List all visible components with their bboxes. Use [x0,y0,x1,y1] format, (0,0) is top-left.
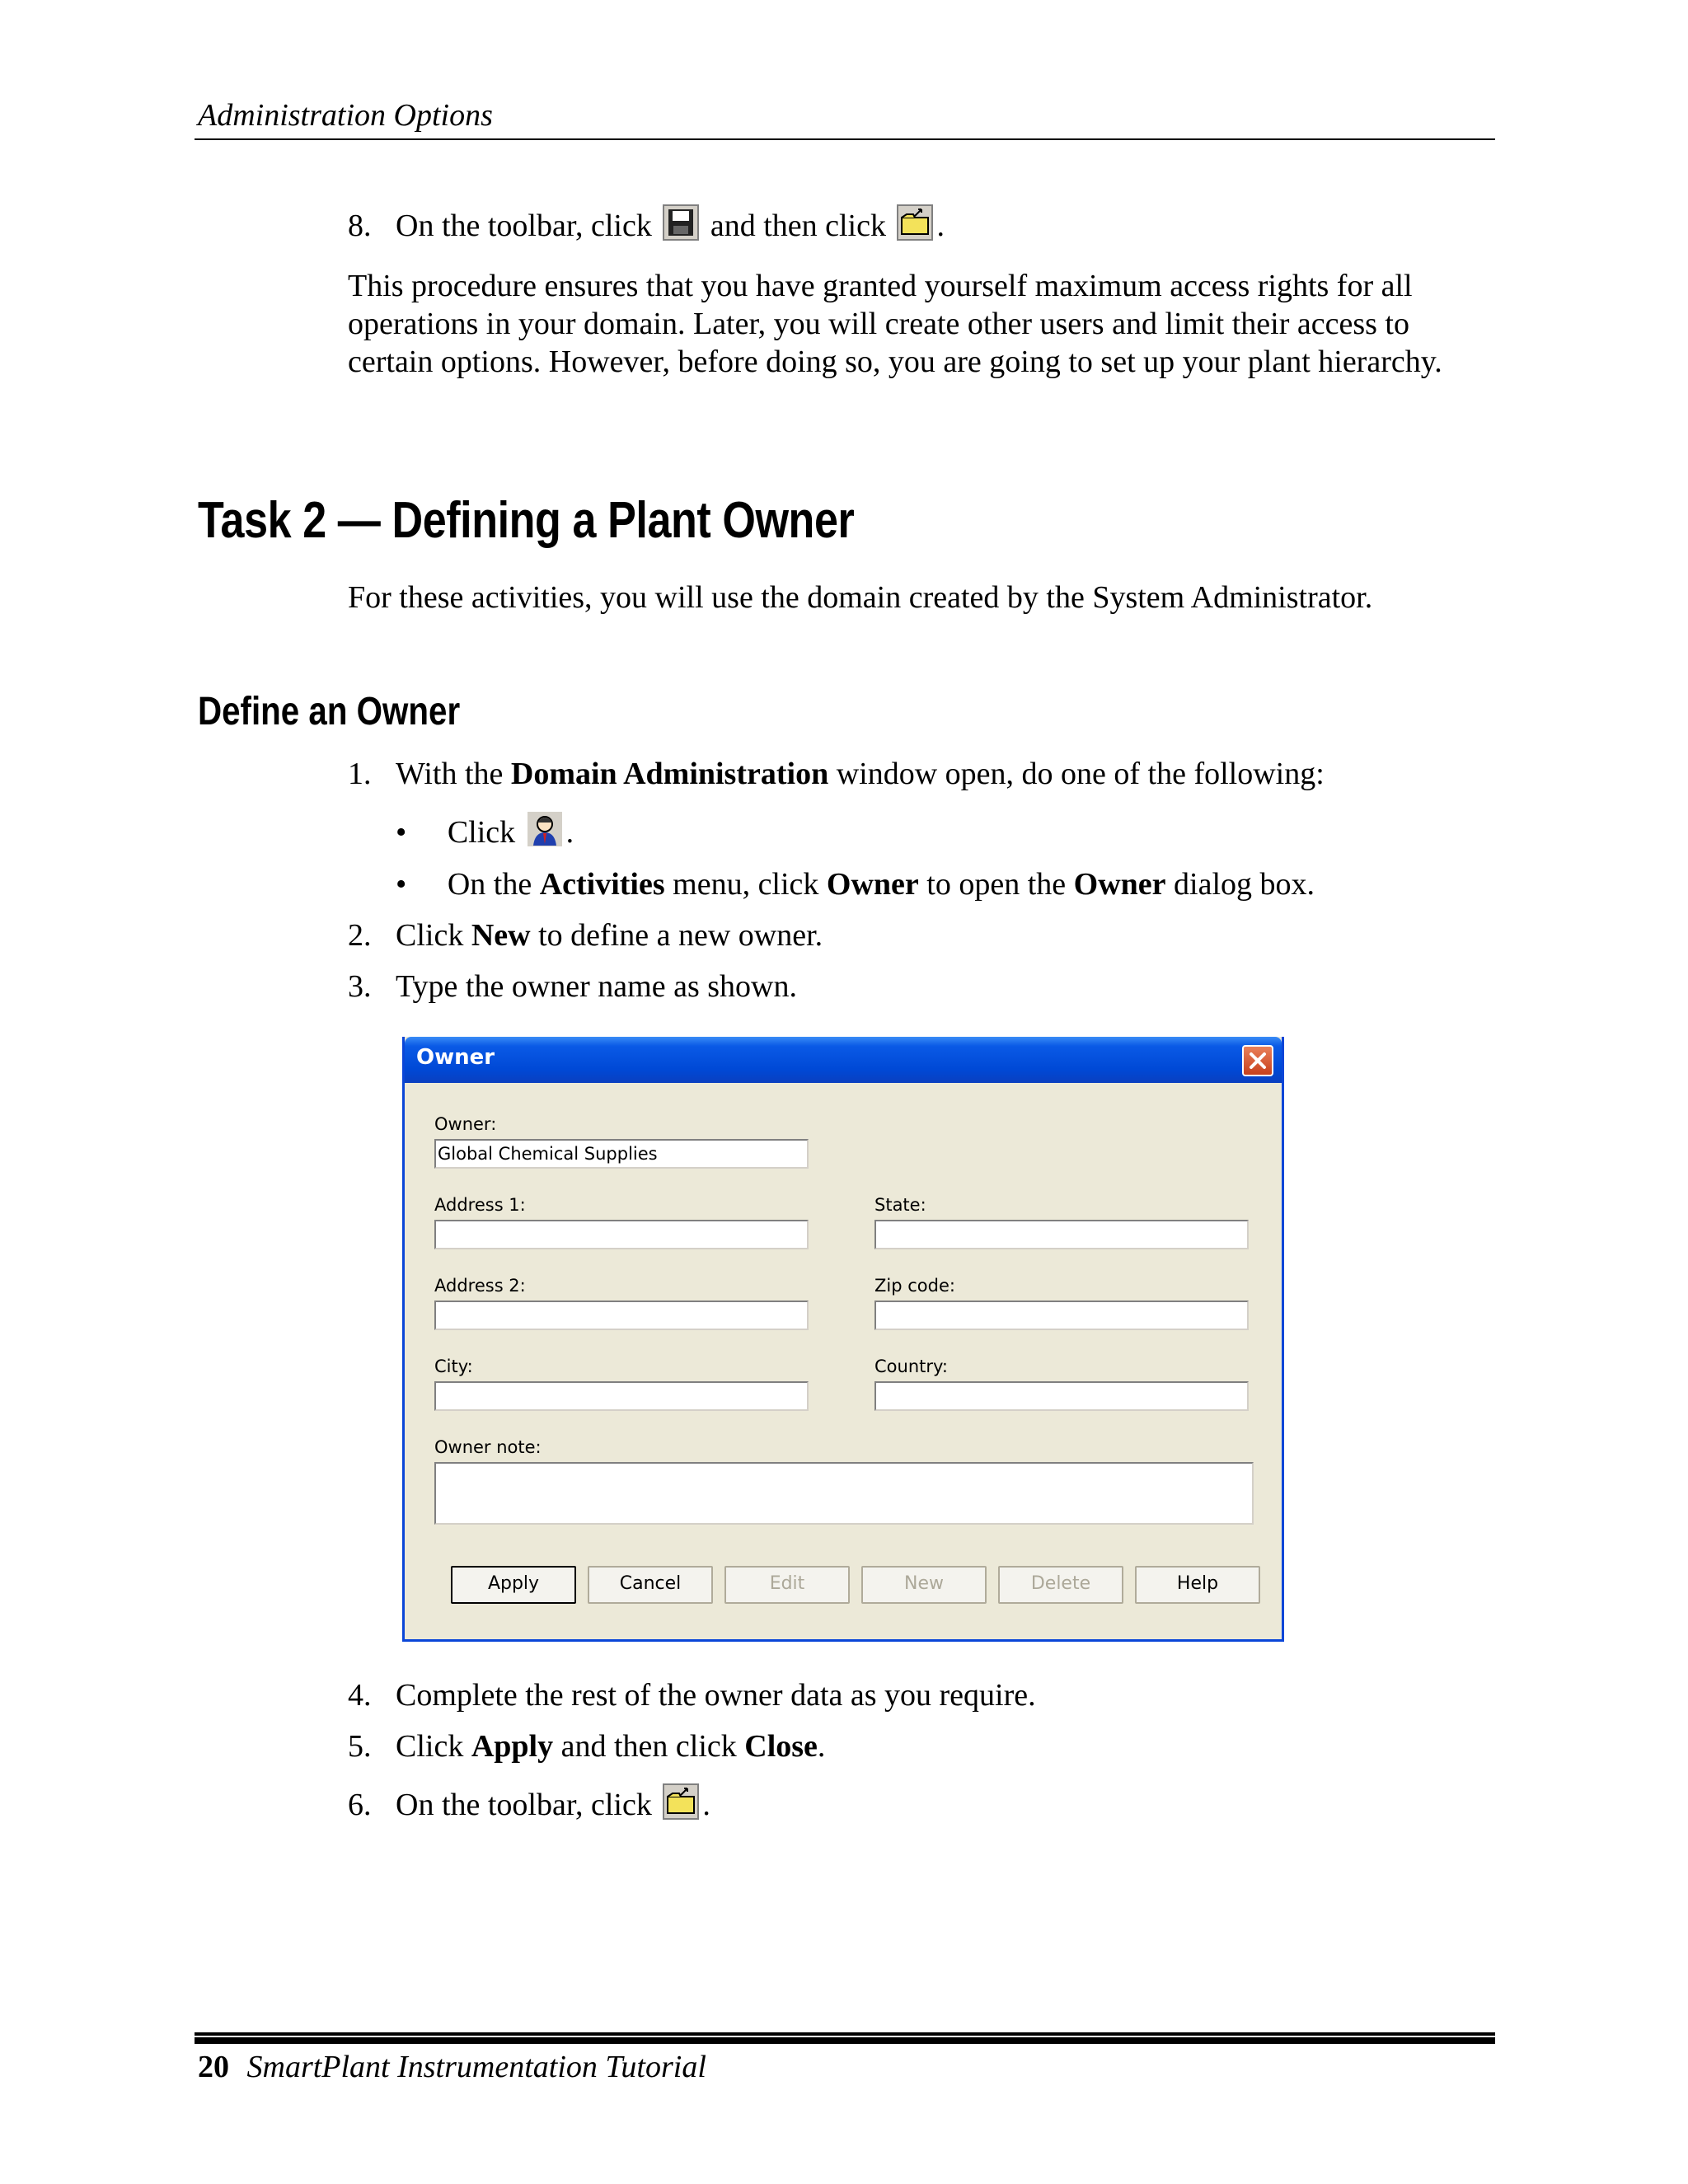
owner-person-icon [527,811,563,847]
close-icon [1249,1052,1267,1070]
delete-button[interactable]: Delete [998,1566,1123,1604]
step-text: On the toolbar, click [396,209,652,243]
dialog-titlebar[interactable] [405,1037,1282,1083]
step-text: Click [447,815,516,850]
header-rule [195,138,1495,140]
running-header: Administration Options [198,98,493,133]
open-folder-icon [663,1783,699,1820]
zip-label: Zip code: [874,1276,955,1296]
step-text: Click [396,918,464,953]
save-icon [663,204,699,241]
step-bold: Apply [471,1729,554,1764]
address2-label: Address 2: [434,1276,526,1296]
address1-input[interactable] [434,1220,809,1249]
step-number: 6. [348,1788,372,1822]
help-button[interactable]: Help [1135,1566,1260,1604]
step-text: With the [396,757,504,791]
step-text: Type the owner name as shown. [396,969,797,1004]
city-label: City: [434,1357,473,1376]
address1-label: Address 1: [434,1195,526,1215]
step-number: 3. [348,969,372,1004]
step-8 [348,204,945,245]
footer-rule [195,2032,1495,2036]
step-text: On the toolbar, click [396,1788,652,1822]
step-bold: Close [744,1729,818,1764]
apply-button[interactable]: Apply [451,1566,576,1604]
step-text: . [702,1788,710,1822]
task-heading: Task 2 — Defining a Plant Owner [198,492,855,549]
step-2 [348,916,823,954]
step-text: Complete the rest of the owner data as you require. [396,1678,1036,1713]
step-text: Click [396,1729,464,1764]
section-heading: Define an Owner [198,690,461,733]
step-text: . [817,1729,826,1764]
owner-note-label: Owner note: [434,1437,542,1457]
owner-note-input[interactable] [434,1462,1254,1525]
step-number: 2. [348,918,372,953]
open-folder-icon [897,204,933,241]
step-bold: Domain Administration [510,757,829,791]
step-5 [348,1727,825,1765]
bullet-dot: • [396,867,407,902]
owner-input[interactable]: Global Chemical Supplies [434,1139,809,1169]
dialog-title: Owner [416,1045,495,1070]
footer-rule-thick [195,2037,1495,2044]
step-text: to open the [926,867,1067,902]
owner-dialog [402,1037,1284,1642]
address2-input[interactable] [434,1301,809,1330]
step-text: menu, click [673,867,819,902]
bullet-1 [396,811,574,851]
step-text: . [936,209,945,243]
state-label: State: [874,1195,926,1215]
owner-label: Owner: [434,1114,497,1134]
step-text: and then click [560,1729,737,1764]
step-text: . [565,815,574,850]
step-3 [348,968,797,1005]
new-button[interactable]: New [861,1566,987,1604]
city-input[interactable] [434,1381,809,1411]
doc-title: SmartPlant Instrumentation Tutorial [246,2050,706,2084]
step-bold: New [471,918,531,953]
step-bold: Activities [539,867,665,902]
cancel-button[interactable]: Cancel [588,1566,713,1604]
zip-input[interactable] [874,1301,1249,1330]
step-text: On the [447,867,532,902]
state-input[interactable] [874,1220,1249,1249]
step-text: dialog box. [1174,867,1315,902]
page-number: 20 [198,2050,229,2084]
step-1 [348,755,1325,793]
step-6 [348,1783,710,1824]
step-text: and then click [710,209,886,243]
step-number: 5. [348,1729,372,1764]
intro-paragraph: This procedure ensures that you have granted yourself maximum access rights for all operations in your domain. Later, you will create other users and limit their access to certain options. However, before doing so, you are going to set up your plant hierarchy. [348,269,1442,379]
step-4 [348,1676,1036,1714]
step-bold: Owner [826,867,919,902]
task-intro: For these activities, you will use the domain created by the System Administrator. [348,580,1373,615]
step-number: 1. [348,757,372,791]
page-footer [198,2049,706,2085]
country-label: Country: [874,1357,948,1376]
step-text: to define a new owner. [538,918,823,953]
step-bold: Owner [1073,867,1166,902]
bullet-2 [396,865,1315,903]
step-number: 4. [348,1678,372,1713]
edit-button[interactable]: Edit [724,1566,850,1604]
country-input[interactable] [874,1381,1249,1411]
step-text: window open, do one of the following: [836,757,1325,791]
step-number: 8. [348,209,372,243]
close-button[interactable] [1242,1045,1273,1076]
bullet-dot: • [396,815,407,850]
